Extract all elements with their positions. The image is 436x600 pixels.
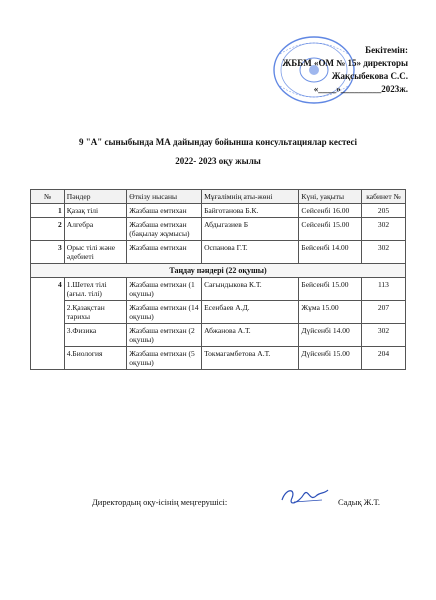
row-date-time: Бейсенбі 14.00 [299,241,362,264]
row-room: 204 [361,347,405,370]
signature [276,482,332,512]
row-teacher: Оспанова Г.Т. [202,241,299,264]
header-number: № [31,190,65,204]
table-row [31,241,406,264]
row-date-time: Сейсенбі 16.00 [299,204,362,218]
row-room: 302 [361,241,405,264]
header-format: Өткізу нысаны [127,190,202,204]
row-number: 4 [31,278,65,370]
section-row [31,264,406,278]
row-format: Жазбаша емтихан (2 оқушы) [127,324,202,347]
table-row [31,347,406,370]
row-format: Жазбаша емтихан (1 оқушы) [127,278,202,301]
section-label: Таңдау пәндері (22 оқушы) [31,264,406,278]
row-subject: Орыс тілі және әдебиеті [64,241,127,264]
approval-name: Жақсыбекова С.С. [331,71,408,81]
approval-block [228,44,408,96]
footer-position: Директордың оқу-ісінің меңгерушісі: [92,497,228,507]
row-format: Жазбаша емтихан (бақылау жұмысы) [127,218,202,241]
row-date-time: Жұма 15.00 [299,301,362,324]
table-row [31,204,406,218]
row-subject: 2.Қазақстан тарихы [64,301,127,324]
row-room: 207 [361,301,405,324]
table-header-row [31,190,406,204]
row-teacher: Абжанова А.Т. [202,324,299,347]
row-teacher: Байготанова Б.К. [202,204,299,218]
footer-name: Садық Ж.Т. [338,497,380,507]
row-date-time: Дүйсенбі 15.00 [299,347,362,370]
document-title: 9 "А" сыныбында МА дайындау бойынша консультациялар кестесі [79,137,357,147]
document-subtitle: 2022- 2023 оқу жылы [175,156,261,166]
consultation-table [30,189,406,370]
row-format: Жазбаша емтихан [127,204,202,218]
table-row [31,278,406,301]
row-room: 302 [361,324,405,347]
row-room: 205 [361,204,405,218]
approval-date: «____»_________2023ж. [313,84,408,94]
row-date-time: Бейсенбі 15.00 [299,278,362,301]
approval-position: ЖББМ «ОМ № 15» директоры [282,58,408,68]
row-number: 2 [31,218,65,241]
row-teacher: Есенбаев А.Д. [202,301,299,324]
row-teacher: Сағындыкова К.Т. [202,278,299,301]
header-subjects: Пәндер [64,190,127,204]
row-subject: Алгебра [64,218,127,241]
row-subject: 1.Шетел тілі (ағыл. тілі) [64,278,127,301]
header-date-time: Күні, уақыты [299,190,362,204]
row-format: Жазбаша емтихан (14 оқушы) [127,301,202,324]
header-room: кабинет № [361,190,405,204]
row-format: Жазбаша емтихан (5 оқушы) [127,347,202,370]
row-number: 3 [31,241,65,264]
row-teacher: Абдыгазиев Б [202,218,299,241]
header-teacher: Мұғалімнің аты-жөні [202,190,299,204]
row-subject: 3.Физика [64,324,127,347]
approval-heading: Бекітемін: [365,45,408,55]
row-teacher: Токмагамбетова А.Т. [202,347,299,370]
row-subject: Қазақ тілі [64,204,127,218]
row-subject: 4.Биология [64,347,127,370]
row-format: Жазбаша емтихан [127,241,202,264]
row-room: 302 [361,218,405,241]
table-row [31,324,406,347]
row-date-time: Сейсенбі 15.00 [299,218,362,241]
table-row [31,301,406,324]
row-room: 113 [361,278,405,301]
row-number: 1 [31,204,65,218]
row-date-time: Дүйсенбі 14.00 [299,324,362,347]
table-row [31,218,406,241]
